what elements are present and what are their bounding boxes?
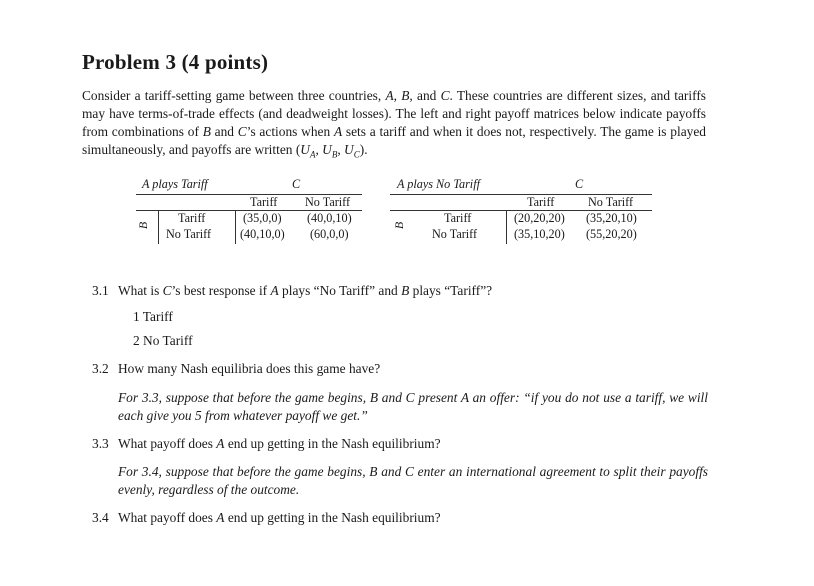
question-3-3 (92, 436, 441, 452)
left-matrix-b-divider (158, 211, 159, 244)
note-3-4: For 3.4, suppose that before the game begins, B and C enter an international agreement to split their payoffs evenly, regardless of the outcome. (118, 464, 708, 497)
left-cell-nn: (60,0,0) (310, 227, 349, 241)
note-3-3: For 3.3, suppose that before the game begins, B and C present A an offer: “if you do not use a tariff, we will each give you 5 from whatever payoff we get.” (118, 390, 708, 423)
left-col-action-no-tariff: No Tariff (305, 195, 351, 209)
right-cell-nn: (55,20,20) (586, 227, 637, 241)
question-3-1 (92, 283, 492, 299)
option-2-no-tariff[interactable]: 2 No Tariff (133, 333, 193, 348)
left-matrix-row-divider (235, 211, 236, 244)
left-matrix-row-player: B (136, 221, 151, 230)
left-col-action-tariff: Tariff (250, 195, 278, 209)
question-number: 3.4 (92, 510, 109, 525)
right-matrix-row-divider (506, 211, 507, 244)
left-matrix-col-player: C (292, 177, 301, 191)
question-number: 3.1 (92, 283, 109, 298)
question-text: What payoff does A end up getting in the Nash equilibrium? (118, 510, 441, 525)
question-number: 3.2 (92, 361, 109, 376)
question-3-4 (92, 510, 441, 526)
left-cell-nt: (40,10,0) (240, 227, 285, 241)
right-col-action-tariff: Tariff (527, 195, 555, 209)
problem-title: Problem 3 (4 points) (82, 50, 269, 74)
right-matrix-col-player: C (575, 177, 584, 191)
right-cell-tt: (20,20,20) (514, 211, 565, 225)
problem-intro: Consider a tariff-setting game between three countries, A, B, and C. These countries are different sizes, and tariffs may have terms-of-trade effects (and deadweight losses). The left and right payoff matrices below indicate payoffs from combinations of B and C’s actions when A sets a tariff and when it does not, respectively. The game is played simultaneously, and payoffs are written ($U_A$, $U_B$, $U_C$). (82, 88, 706, 160)
left-matrix-header: A plays Tariff (142, 177, 208, 191)
left-cell-tt: (35,0,0) (243, 211, 282, 225)
right-matrix-header: A plays No Tariff (397, 177, 480, 191)
question-text: What payoff does A end up getting in the Nash equilibrium? (118, 436, 441, 451)
left-row-action-no-tariff: No Tariff (166, 227, 212, 241)
right-matrix-row-player: B (392, 221, 407, 230)
option-1-tariff[interactable]: 1 Tariff (133, 309, 173, 324)
right-col-action-no-tariff: No Tariff (588, 195, 634, 209)
right-cell-tn: (35,20,10) (586, 211, 637, 225)
question-3-2 (92, 361, 380, 377)
right-row-action-no-tariff: No Tariff (432, 227, 478, 241)
left-row-action-tariff: Tariff (178, 211, 206, 225)
right-row-action-tariff: Tariff (444, 211, 472, 225)
right-cell-nt: (35,10,20) (514, 227, 565, 241)
left-cell-tn: (40,0,10) (307, 211, 352, 225)
question-text: What is C’s best response if A plays “No Tariff” and B plays “Tariff”? (118, 283, 493, 298)
question-text: How many Nash equilibria does this game have? (118, 361, 381, 376)
question-number: 3.3 (92, 436, 109, 451)
